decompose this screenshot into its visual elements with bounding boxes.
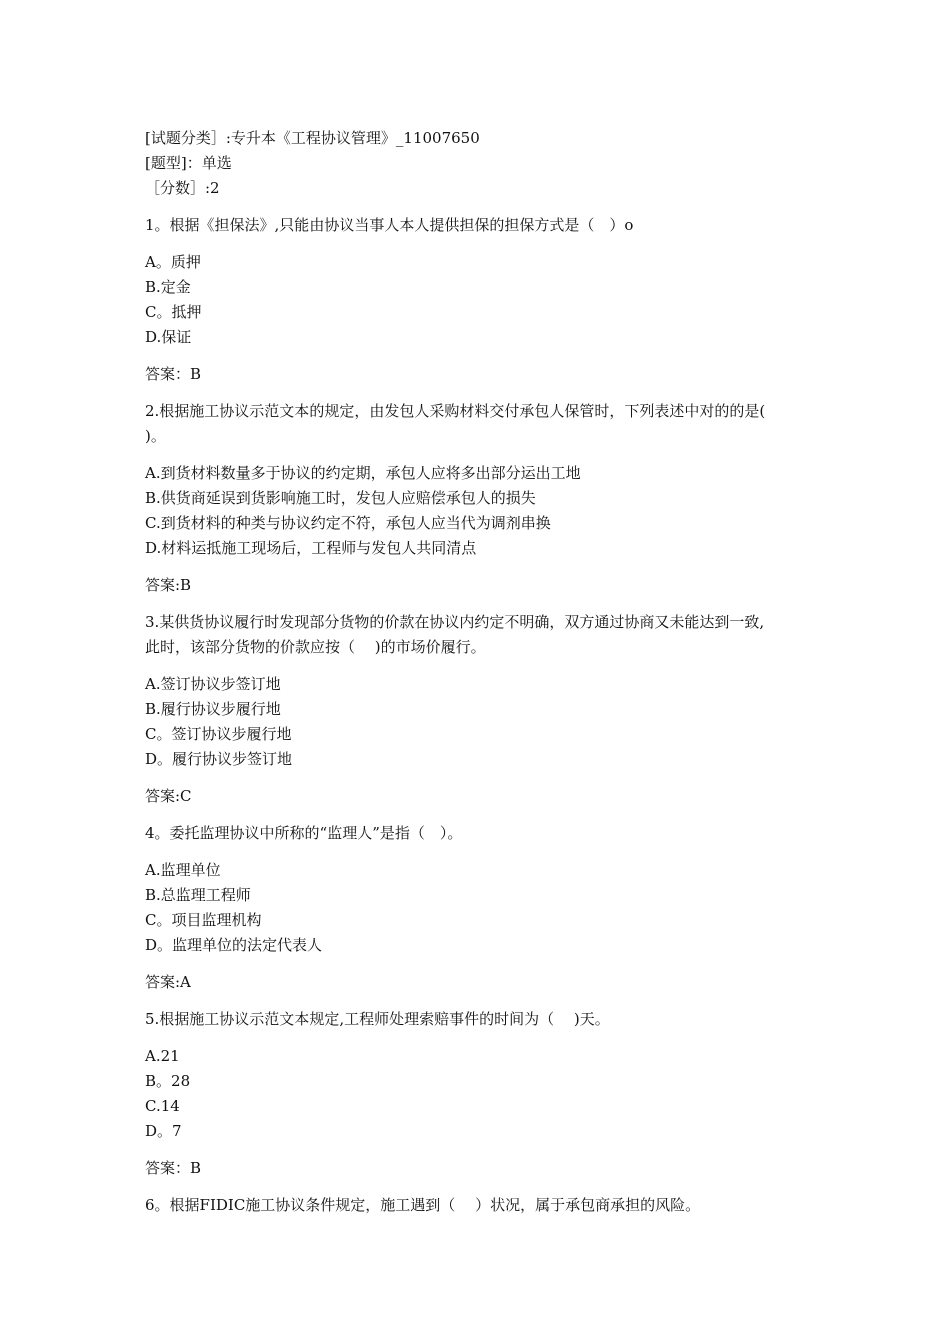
question-stem-line: 此时，该部分货物的价款应按（ )的市场价履行。 [145, 638, 486, 656]
option-list [145, 250, 815, 350]
question-stem [145, 610, 815, 660]
option-item: B。28 [145, 1072, 191, 1090]
option-list [145, 672, 815, 772]
option-list [145, 1044, 815, 1144]
question-stem [145, 821, 815, 846]
answer-line: 答案：B [145, 365, 202, 383]
option-item: C。签订协议步履行地 [145, 725, 292, 743]
question-stem [145, 1007, 815, 1032]
option-item: A.监理单位 [145, 861, 221, 879]
question-stem-line: 6。根据FIDIC施工协议条件规定，施工遇到（ ）状况，属于承包商承担的风险。 [145, 1196, 701, 1214]
option-item: D.材料运抵施工现场后，工程师与发包人共同清点 [145, 539, 477, 557]
question-stem-line: )。 [145, 427, 166, 445]
option-item: A.21 [145, 1047, 180, 1065]
document-page [145, 126, 815, 1230]
answer-line: 答案:A [145, 973, 191, 991]
question-stem-line: 2.根据施工协议示范文本的规定，由发包人采购材料交付承包人保管时，下列表述中对的的是( [145, 402, 766, 420]
option-item: C.14 [145, 1097, 180, 1115]
answer-line: 答案:B [145, 576, 192, 594]
option-item: A。质押 [145, 253, 201, 271]
option-item: C。抵押 [145, 303, 202, 321]
option-item: B.总监理工程师 [145, 886, 251, 904]
question-item [145, 1193, 815, 1218]
question-list [145, 213, 815, 1218]
option-item: C.到货材料的种类与协议约定不符，承包人应当代为调剂串换 [145, 514, 551, 532]
option-item: D。监理单位的法定代表人 [145, 936, 323, 954]
question-item [145, 213, 815, 387]
answer-line: 答案：B [145, 1159, 202, 1177]
option-list [145, 461, 815, 561]
question-stem [145, 1193, 815, 1218]
option-item: B.供货商延误到货影响施工时，发包人应赔偿承包人的损失 [145, 489, 536, 507]
question-item [145, 610, 815, 809]
option-item: A.签订协议步签订地 [145, 675, 281, 693]
question-stem-line: 3.某供货协议履行时发现部分货物的价款在协议内约定不明确，双方通过协商又未能达到一致, [145, 613, 765, 631]
option-item: D.保证 [145, 328, 192, 346]
answer-line: 答案:C [145, 787, 192, 805]
question-stem-line: 5.根据施工协议示范文本规定,工程师处理索赔事件的时间为（ )天。 [145, 1010, 610, 1028]
type-line: [题型]：单选 [145, 154, 232, 172]
question-stem [145, 399, 815, 449]
option-item: A.到货材料数量多于协议的约定期，承包人应将多出部分运出工地 [145, 464, 581, 482]
option-item: D。7 [145, 1122, 182, 1140]
score-line: ［分数］:2 [145, 179, 220, 197]
question-item [145, 821, 815, 995]
option-item: C。项目监理机构 [145, 911, 262, 929]
option-item: B.履行协议步履行地 [145, 700, 281, 718]
question-stem-line: 1。根据《担保法》,只能由协议当事人本人提供担保的担保方式是（ ）o [145, 216, 634, 234]
question-header [145, 126, 815, 201]
question-item [145, 399, 815, 598]
question-stem [145, 213, 815, 238]
question-stem-line: 4。委托监理协议中所称的“监理人”是指（ ）。 [145, 824, 463, 842]
option-item: D。履行协议步签订地 [145, 750, 293, 768]
option-item: B.定金 [145, 278, 191, 296]
option-list [145, 858, 815, 958]
question-item [145, 1007, 815, 1181]
category-line: [试题分类］:专升本《工程协议管理》_11007650 [145, 129, 480, 147]
